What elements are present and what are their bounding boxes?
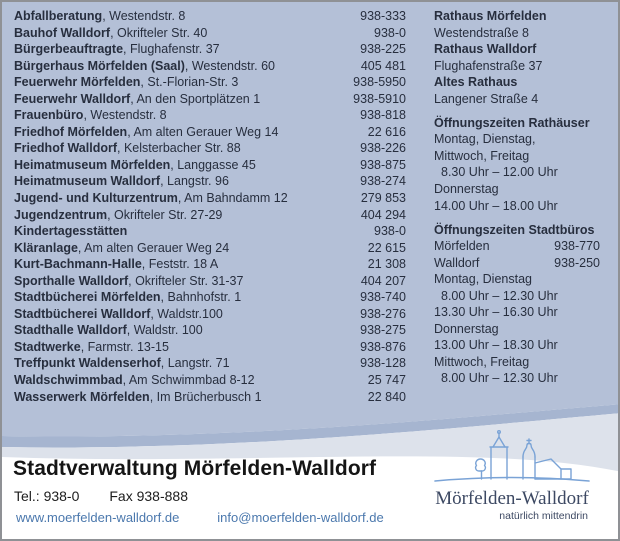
office-phone: 938-250 bbox=[554, 255, 600, 270]
facility-name: Treffpunkt Waldenserhof bbox=[14, 356, 161, 371]
facility-phone: 938-225 bbox=[360, 42, 406, 57]
hours-line: Donnerstag bbox=[434, 181, 499, 196]
facility-address: , Am Schwimmbad 8-12 bbox=[122, 373, 255, 388]
facility-name: Bürgerhaus Mörfelden (Saal) bbox=[14, 58, 185, 73]
facility-phone: 938-5950 bbox=[353, 75, 406, 90]
facility-address: , St.-Florian-Str. 3 bbox=[140, 75, 239, 90]
facility-address: , Okrifteler Str. 31-37 bbox=[128, 273, 244, 288]
facility-phone: 938-0 bbox=[374, 224, 406, 239]
facility-phone: 938-740 bbox=[360, 290, 406, 305]
location-block bbox=[434, 75, 600, 108]
directory-row bbox=[14, 257, 406, 274]
website-link[interactable]: www.moerfelden-walldorf.de bbox=[16, 510, 180, 525]
facility-address: , Westendstr. 60 bbox=[184, 58, 275, 73]
location-address: Westendstraße 8 bbox=[434, 25, 529, 40]
directory-row bbox=[14, 141, 406, 158]
facility-address: , Im Brücherbusch 1 bbox=[149, 389, 262, 404]
facility-name: Sporthalle Walldorf bbox=[14, 273, 129, 288]
facility-name: Kindertagesstätten bbox=[14, 224, 128, 239]
facility-phone: 938-0 bbox=[374, 25, 406, 40]
directory-row bbox=[14, 158, 406, 175]
facility-phone: 404 207 bbox=[360, 273, 406, 288]
facility-phone: 25 747 bbox=[367, 373, 406, 388]
location-address: Langener Straße 4 bbox=[434, 91, 539, 106]
facility-phone: 938-226 bbox=[360, 141, 406, 156]
facility-address: , Langgasse 45 bbox=[170, 157, 256, 172]
location-name: Rathaus Walldorf bbox=[434, 42, 537, 57]
facility-phone: 22 615 bbox=[367, 240, 406, 255]
hours-line: 8.00 Uhr – 12.30 Uhr bbox=[441, 288, 558, 303]
contact-links bbox=[16, 510, 384, 525]
directory-row bbox=[14, 9, 406, 26]
facility-phone: 938-275 bbox=[360, 323, 406, 338]
directory-row bbox=[14, 26, 406, 43]
hours-line: Mittwoch, Freitag bbox=[434, 354, 530, 369]
facility-phone: 938-128 bbox=[360, 356, 406, 371]
location-block bbox=[434, 9, 600, 42]
facility-address: , Kelsterbacher Str. 88 bbox=[117, 141, 241, 156]
facility-name: Stadthalle Walldorf bbox=[14, 323, 127, 338]
facility-address: , Langstr. 71 bbox=[160, 356, 230, 371]
directory-row bbox=[14, 92, 406, 109]
directory-row bbox=[14, 208, 406, 225]
city-logo bbox=[414, 429, 610, 522]
directory-row bbox=[14, 307, 406, 324]
facility-address: , Feststr. 18 A bbox=[141, 257, 219, 272]
facility-phone: 938-333 bbox=[360, 9, 406, 23]
facility-name: Feuerwehr Walldorf bbox=[14, 91, 131, 106]
facility-address: , Farmstr. 13-15 bbox=[80, 339, 169, 354]
directory-row bbox=[14, 191, 406, 208]
location-block bbox=[434, 42, 600, 75]
facility-name: Heimatmuseum Walldorf bbox=[14, 174, 161, 189]
info-column bbox=[434, 9, 600, 388]
facility-name: Friedhof Mörfelden bbox=[14, 124, 128, 139]
facility-phone: 938-5910 bbox=[353, 91, 406, 106]
logo-wordmark: Mörfelden-Walldorf bbox=[435, 488, 589, 509]
stadtbuero-offices bbox=[434, 239, 600, 272]
directory-row bbox=[14, 224, 406, 241]
directory-row bbox=[14, 274, 406, 291]
hours-line: 8.30 Uhr – 12.00 Uhr bbox=[441, 165, 558, 180]
facility-phone: 938-875 bbox=[360, 157, 406, 172]
facility-address: , Am alten Gerauer Weg 14 bbox=[127, 124, 279, 139]
facility-address: , Bahnhofstr. 1 bbox=[160, 290, 242, 305]
location-address: Flughafenstraße 37 bbox=[434, 58, 543, 73]
facility-phone: 938-274 bbox=[360, 174, 406, 189]
facility-address: , Westendstr. 8 bbox=[83, 108, 167, 123]
facility-phone: 22 616 bbox=[367, 124, 406, 139]
directory-row bbox=[14, 42, 406, 59]
hours-rathaus-section bbox=[434, 116, 600, 215]
facility-name: Kläranlage bbox=[14, 240, 78, 255]
facility-phone: 938-818 bbox=[360, 108, 406, 123]
facility-address: , Westendstr. 8 bbox=[102, 9, 186, 23]
facility-name: Feuerwehr Mörfelden bbox=[14, 75, 141, 90]
facility-name: Kurt-Bachmann-Halle bbox=[14, 257, 142, 272]
hours-stadtbuero-section bbox=[434, 223, 600, 388]
directory-row bbox=[14, 241, 406, 258]
directory-row bbox=[14, 174, 406, 191]
office-phone: 938-770 bbox=[554, 239, 600, 254]
hours-line: 8.00 Uhr – 12.30 Uhr bbox=[441, 371, 558, 386]
directory-row bbox=[14, 108, 406, 125]
directory-row bbox=[14, 356, 406, 373]
facility-name: Jugend- und Kulturzentrum bbox=[14, 191, 178, 206]
facility-name: Abfallberatung bbox=[14, 9, 103, 23]
hours-line: 14.00 Uhr – 18.00 Uhr bbox=[434, 198, 558, 213]
facility-phone: 279 853 bbox=[360, 191, 406, 206]
hours-line: 13.30 Uhr – 16.30 Uhr bbox=[434, 305, 558, 320]
city-skyline-logo-icon bbox=[427, 429, 597, 493]
facility-name: Frauenbüro bbox=[14, 108, 84, 123]
rathaus-locations bbox=[434, 9, 600, 108]
facility-address: , An den Sportplätzen 1 bbox=[130, 91, 261, 106]
facility-phone: 938-876 bbox=[360, 339, 406, 354]
hours-line: Mittwoch, Freitag bbox=[434, 148, 530, 163]
facility-name: Stadtwerke bbox=[14, 339, 81, 354]
hours-stadtbuero-title: Öffnungszeiten Stadtbüros bbox=[434, 222, 595, 237]
facility-address: , Langstr. 96 bbox=[160, 174, 229, 189]
office-row bbox=[434, 256, 600, 273]
facility-name: Stadtbücherei Mörfelden bbox=[14, 290, 161, 305]
directory-row bbox=[14, 390, 406, 407]
facility-address: , Okrifteler Str. 40 bbox=[110, 25, 208, 40]
facility-name: Waldschwimmbad bbox=[14, 373, 123, 388]
facility-address: , Am Bahndamm 12 bbox=[177, 191, 288, 206]
facility-address: , Flughafenstr. 37 bbox=[123, 42, 220, 57]
facility-address: , Okrifteler Str. 27-29 bbox=[107, 207, 223, 222]
facility-name: Stadtbücherei Walldorf bbox=[14, 306, 151, 321]
page-title: Stadtverwaltung Mörfelden-Walldorf bbox=[13, 457, 377, 480]
fax-number: Fax 938-888 bbox=[109, 488, 188, 504]
hours-line: Montag, Dienstag, bbox=[434, 132, 536, 147]
directory-row bbox=[14, 290, 406, 307]
logo-tagline: natürlich mittendrin bbox=[499, 510, 588, 522]
facility-address: , Am alten Gerauer Weg 24 bbox=[77, 240, 230, 255]
directory-row bbox=[14, 75, 406, 92]
hours-rathaus-title: Öffnungszeiten Rathäuser bbox=[434, 115, 590, 130]
facility-name: Wasserwerk Mörfelden bbox=[14, 389, 150, 404]
facility-phone: 404 294 bbox=[360, 207, 406, 222]
hours-line: Montag, Dienstag bbox=[434, 272, 532, 287]
facility-phone: 22 840 bbox=[367, 389, 406, 404]
location-name: Altes Rathaus bbox=[434, 75, 518, 90]
office-name: Walldorf bbox=[434, 255, 480, 270]
contact-numbers bbox=[14, 488, 188, 504]
facility-name: Bauhof Walldorf bbox=[14, 25, 111, 40]
directory-row bbox=[14, 373, 406, 390]
facility-address: , Waldstr.100 bbox=[150, 306, 223, 321]
directory-row bbox=[14, 125, 406, 142]
office-row bbox=[434, 239, 600, 256]
facility-name: Heimatmuseum Mörfelden bbox=[14, 157, 171, 172]
hours-stadtbuero-lines bbox=[434, 272, 600, 388]
directory-row bbox=[14, 59, 406, 76]
location-name: Rathaus Mörfelden bbox=[434, 9, 547, 23]
facility-name: Bürgerbeauftragte bbox=[14, 42, 124, 57]
facility-directory-list bbox=[14, 9, 406, 406]
directory-row bbox=[14, 340, 406, 357]
email-link[interactable]: info@moerfelden-walldorf.de bbox=[217, 510, 384, 525]
hours-rathaus-lines bbox=[434, 132, 600, 215]
facility-phone: 405 481 bbox=[360, 58, 406, 73]
tel-number: Tel.: 938-0 bbox=[14, 488, 80, 504]
hours-line: 13.00 Uhr – 18.30 Uhr bbox=[434, 338, 558, 353]
office-name: Mörfelden bbox=[434, 239, 490, 254]
facility-address: , Waldstr. 100 bbox=[126, 323, 203, 338]
facility-phone: 938-276 bbox=[360, 306, 406, 321]
facility-phone: 21 308 bbox=[367, 257, 406, 272]
facility-name: Friedhof Walldorf bbox=[14, 141, 117, 156]
directory-row bbox=[14, 323, 406, 340]
hours-line: Donnerstag bbox=[434, 321, 499, 336]
facility-name: Jugendzentrum bbox=[14, 207, 108, 222]
